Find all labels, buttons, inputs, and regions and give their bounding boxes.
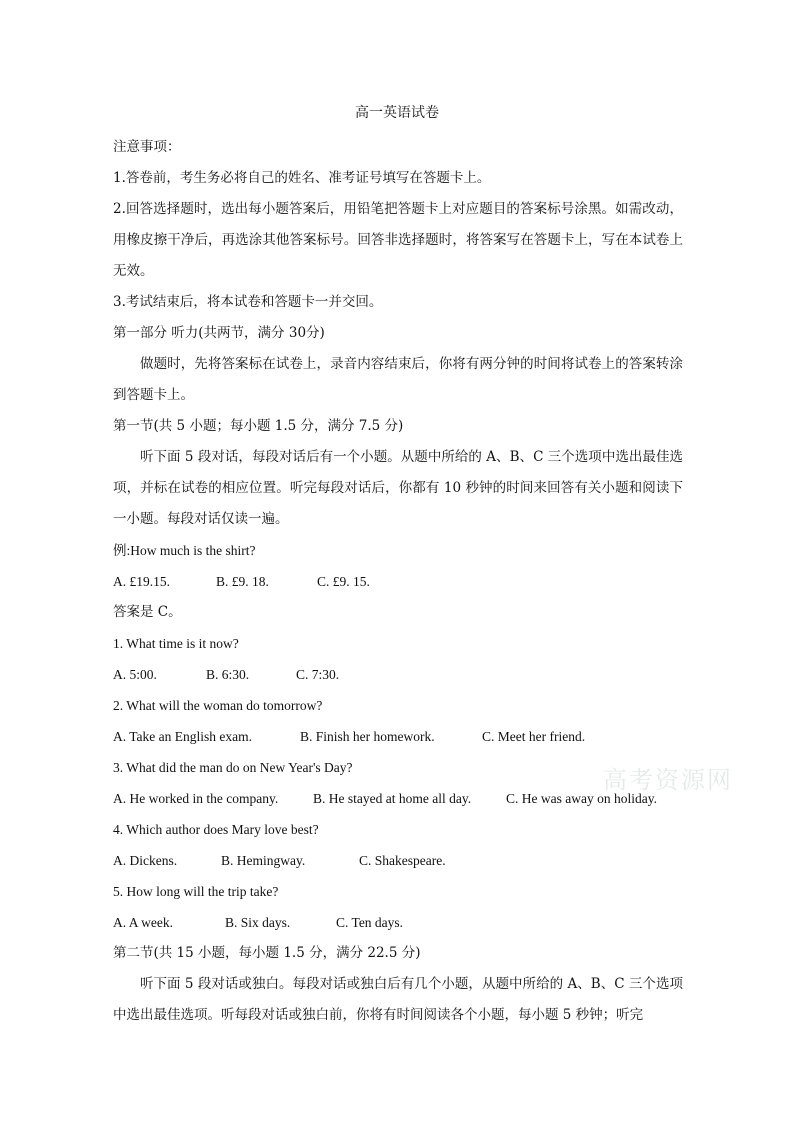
option-a: A. He worked in the company. — [113, 791, 279, 806]
part1-instruction: 做题时，先将答案标在试卷上，录音内容结束后，你将有两分钟的时间将试卷上的答案转涂到答题卡上。 — [113, 356, 683, 403]
example-question: 例:How much is the shirt? — [113, 543, 256, 558]
option-c: C. Meet her friend. — [482, 729, 586, 744]
section1-instruction: 听下面 5 段对话，每段对话后有一个小题。从题中所给的 A、B、C 三个选项中选出最佳选项，并标在试卷的相应位置。听完每段对话后，你都有 10 秒钟的时间来回答有关小题和阅读下一小题。每段对话仅读一遍。 — [113, 449, 683, 527]
question-4-options — [113, 845, 683, 876]
page-title: 高一英语试卷 — [355, 105, 439, 121]
option-c: C. Ten days. — [336, 915, 404, 930]
notice-item: 2.回答选择题时，选出每小题答案后，用铅笔把答题卡上对应题目的答案标号涂黑。如需改动，用橡皮擦干净后，再选涂其他答案标号。回答非选择题时，将答案写在答题卡上，写在本试卷上无效。 — [113, 201, 683, 279]
option-a: A. £19.15. — [113, 574, 170, 589]
example-answer: 答案是 C。 — [113, 604, 182, 620]
part1-heading: 第一部分 听力(共两节，满分 30分) — [113, 325, 325, 341]
section2-heading: 第二节(共 15 小题，每小题 1.5 分，满分 22.5 分) — [113, 945, 421, 961]
question-4: 4. Which author does Mary love best? — [113, 822, 319, 837]
option-c: C. 7:30. — [296, 667, 340, 682]
option-a: A. Dickens. — [113, 853, 178, 868]
option-a: A. 5:00. — [113, 667, 157, 682]
section1-heading: 第一节(共 5 小题；每小题 1.5 分，满分 7.5 分) — [113, 418, 404, 434]
option-b: B. He stayed at home all day. — [313, 791, 472, 806]
section2-instruction: 听下面 5 段对话或独白。每段对话或独白后有几个小题，从题中所给的 A、B、C 三个选项中选出最佳选项。听每段对话或独白前，你将有时间阅读各个小题，每小题 5 秒钟；听完 — [113, 976, 683, 1023]
option-a: A. A week. — [113, 915, 173, 930]
option-b: B. £9. 18. — [216, 574, 269, 589]
question-5-options — [113, 907, 683, 938]
question-3: 3. What did the man do on New Year's Day? — [113, 760, 353, 775]
option-c: C. He was away on holiday. — [506, 791, 657, 806]
option-b: B. Finish her homework. — [300, 729, 435, 744]
notice-item: 1.答卷前，考生务必将自己的姓名、准考证号填写在答题卡上。 — [113, 170, 491, 186]
notice-item: 3.考试结束后，将本试卷和答题卡一并交回。 — [113, 294, 383, 310]
option-c: C. £9. 15. — [317, 574, 370, 589]
question-5: 5. How long will the trip take? — [113, 884, 279, 899]
option-b: B. Six days. — [225, 915, 291, 930]
watermark: 高考资源网 — [603, 766, 733, 794]
option-a: A. Take an English exam. — [113, 729, 253, 744]
question-2: 2. What will the woman do tomorrow? — [113, 698, 323, 713]
notice-heading: 注意事项： — [113, 139, 181, 155]
option-b: B. 6:30. — [206, 667, 250, 682]
exam-body — [113, 132, 683, 1031]
question-3-options — [113, 783, 683, 814]
example-options — [113, 566, 683, 597]
option-c: C. Shakespeare. — [359, 853, 446, 868]
question-1-options — [113, 659, 683, 690]
question-2-options — [113, 721, 683, 752]
question-1: 1. What time is it now? — [113, 636, 239, 651]
option-b: B. Hemingway. — [221, 853, 306, 868]
